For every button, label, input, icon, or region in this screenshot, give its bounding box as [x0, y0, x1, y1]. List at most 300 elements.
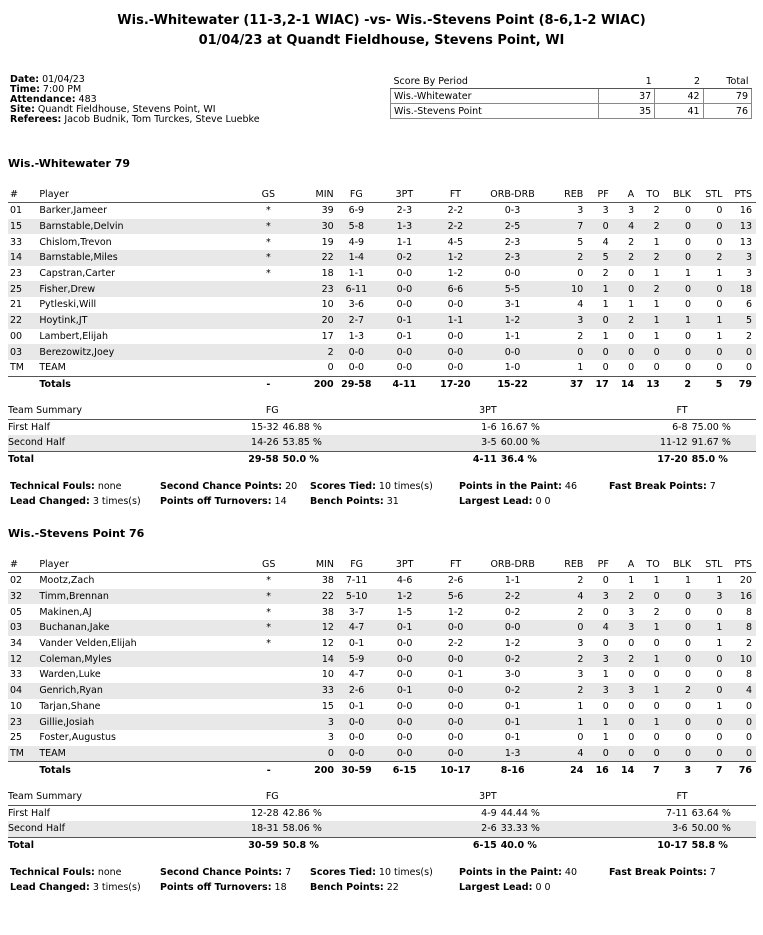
cell-ft: 1-2: [447, 268, 464, 280]
misc-largest-label: Largest Lead:: [459, 496, 533, 507]
cell-gs: [244, 313, 292, 329]
summary-fg-pct: 53.85 %: [279, 435, 409, 451]
cell-a: 0: [628, 330, 635, 342]
cell-stl: 0: [716, 205, 723, 217]
cell-num: 15: [8, 219, 39, 235]
cell-a: 3: [628, 606, 635, 618]
cell-stl: 1: [716, 268, 723, 280]
cell-pts: 16: [739, 205, 752, 217]
cell-fg: 1-4: [334, 250, 379, 266]
player-row: [8, 281, 756, 297]
cell-a: 0: [609, 281, 634, 297]
cell-blk: 0: [660, 589, 691, 605]
summary-3pt: 2-6: [408, 821, 496, 837]
total-to: 7: [634, 762, 659, 778]
cell-ft: 5-6: [430, 589, 481, 605]
cell-ft: 0-0: [430, 344, 481, 360]
cell-player: Timm,Brennan: [39, 589, 244, 605]
total-player: Totals: [39, 762, 244, 778]
cell-orb-drb: 1-1: [504, 330, 521, 342]
cell-reb: 3: [577, 205, 584, 217]
summary-3pt-pct: 33.33 %: [497, 821, 619, 837]
cell-num: 03: [8, 344, 39, 360]
cell-pf: 4: [583, 620, 608, 636]
cell-player: Fisher,Drew: [39, 281, 244, 297]
summary-row: [8, 435, 756, 451]
misc-pot-label: Points off Turnovers:: [160, 882, 272, 893]
cell-a: 0: [628, 362, 635, 374]
cell-orb-drb: 0-2: [481, 651, 544, 667]
cell-min: 38: [321, 606, 334, 618]
period-header-total: Total: [703, 74, 751, 89]
cell-num: 34: [10, 638, 23, 650]
cell-blk: 0: [660, 344, 691, 360]
cell-stl: 0: [691, 344, 722, 360]
cell-gs: [244, 329, 292, 345]
misc-second: [160, 867, 291, 878]
summary-spacer: [497, 403, 619, 419]
cell-pf: 1: [602, 732, 609, 744]
cell-blk: 0: [685, 638, 692, 650]
cell-ft: 0-0: [447, 330, 464, 342]
cell-player: Foster,Augustus: [39, 732, 116, 744]
summary-fg: 14-26: [137, 435, 279, 451]
period-header-label: Score By Period: [391, 74, 599, 89]
cell-a: 0: [609, 344, 634, 360]
summary-3pt-pct: 44.44 %: [500, 807, 540, 819]
cell-pf: 0: [602, 638, 609, 650]
cell-pf: 0: [602, 575, 609, 587]
cell-reb: 0: [577, 268, 584, 280]
total-3pt: 6-15: [379, 762, 430, 778]
cell-blk: 0: [660, 250, 691, 266]
cell-orb-drb: 3-1: [504, 299, 521, 311]
cell-pf: 3: [583, 683, 608, 699]
cell-min: 3: [293, 714, 334, 730]
cell-pf: 0: [583, 746, 608, 762]
player-row: [8, 344, 756, 360]
total-stl: 5: [691, 376, 722, 392]
cell-to: 1: [634, 313, 659, 329]
period-score-2: 41: [655, 104, 703, 119]
cell-blk: 0: [685, 299, 692, 311]
cell-to: 2: [653, 606, 660, 618]
cell-reb: 4: [544, 746, 583, 762]
cell-pts: 0: [722, 746, 756, 762]
period-score-total: 79: [703, 89, 751, 104]
cell-min: 30: [293, 219, 334, 235]
cell-min: 12: [321, 638, 334, 650]
cell-to: 1: [653, 575, 660, 587]
misc-largest-label: Largest Lead:: [459, 882, 533, 893]
cell-ft: 0-0: [430, 714, 481, 730]
total-a: 14: [609, 762, 634, 778]
player-row: [8, 297, 756, 313]
misc-tech: [10, 867, 122, 878]
period-team: Wis.-Whitewater: [391, 89, 599, 104]
total-num: [8, 762, 39, 778]
cell-gs: *: [244, 219, 292, 235]
summary-header-ft: FT: [619, 789, 688, 805]
summary-ft-pct: 50.00 %: [688, 821, 756, 837]
header-player: Player: [39, 186, 244, 203]
misc-paint-value: 40: [564, 867, 577, 878]
cell-a: 3: [609, 683, 634, 699]
total-fg: 30-59: [334, 762, 379, 778]
misc-lead-label: Lead Changed:: [10, 496, 90, 507]
cell-3pt: 1-2: [379, 589, 430, 605]
player-row: [8, 699, 756, 715]
totals-row: [8, 762, 756, 778]
summary-total-row: [8, 837, 756, 853]
cell-player: Vander Velden,Elijah: [39, 638, 137, 650]
header-fg: FG: [334, 186, 379, 203]
cell-to: 2: [634, 250, 659, 266]
summary-ft-pct: 91.67 %: [688, 435, 756, 451]
cell-fg: 0-1: [348, 638, 365, 650]
cell-fg: 4-9: [348, 236, 365, 248]
cell-to: 1: [653, 268, 660, 280]
cell-orb-drb: 1-0: [504, 362, 521, 374]
cell-num: 32: [8, 589, 39, 605]
header-orb-drb: ORB-DRB: [481, 556, 544, 573]
summary-total-half: Total: [8, 451, 137, 467]
summary-row: [8, 821, 756, 837]
player-row: [8, 604, 756, 620]
summary-spacer: [688, 789, 756, 805]
cell-blk: 0: [685, 700, 692, 712]
cell-3pt: 1-1: [396, 236, 413, 248]
cell-pts: 2: [745, 638, 752, 650]
misc-lead: [10, 496, 141, 507]
summary-half: Second Half: [8, 435, 137, 451]
summary-half: Second Half: [8, 821, 137, 837]
cell-player: Tarjan,Shane: [39, 700, 101, 712]
cell-reb: 7: [544, 219, 583, 235]
cell-player: Mootz,Zach: [39, 575, 95, 587]
summary-3pt-pct: 16.67 %: [500, 421, 540, 433]
cell-stl: 0: [691, 281, 722, 297]
cell-3pt: 0-0: [379, 651, 430, 667]
cell-num: 22: [8, 313, 39, 329]
cell-pts: 18: [722, 281, 756, 297]
cell-fg: 3-7: [348, 606, 365, 618]
cell-to: 2: [653, 205, 660, 217]
total-to: 13: [634, 376, 659, 392]
cell-pts: 4: [722, 683, 756, 699]
cell-player: Makinen,AJ: [39, 606, 92, 618]
summary-3pt-pct: 60.00 %: [497, 435, 619, 451]
period-team: Wis.-Stevens Point: [391, 104, 599, 119]
header-pf: PF: [583, 556, 608, 573]
total-fg: 29-58: [334, 376, 379, 392]
player-row: [8, 667, 756, 683]
cell-3pt: 0-0: [396, 299, 413, 311]
cell-gs: [244, 714, 292, 730]
cell-fg: 0-0: [334, 714, 379, 730]
header-gs: GS: [244, 556, 292, 573]
summary-3pt: 3-5: [408, 435, 496, 451]
cell-num: 25: [8, 281, 39, 297]
cell-ft: 4-5: [447, 236, 464, 248]
misc-paint-value: 46: [564, 481, 577, 492]
cell-fg: 5-10: [334, 589, 379, 605]
misc-fast-value: 7: [709, 481, 716, 492]
cell-pts: 2: [745, 330, 752, 342]
cell-a: 4: [609, 219, 634, 235]
header-ft: FT: [430, 556, 481, 573]
summary-fg: 15-32: [251, 421, 279, 433]
cell-pts: 10: [722, 651, 756, 667]
misc-lead-label: Lead Changed:: [10, 882, 90, 893]
cell-a: 2: [609, 589, 634, 605]
cell-pf: 0: [583, 344, 608, 360]
cell-blk: 0: [660, 714, 691, 730]
cell-reb: 4: [577, 299, 584, 311]
misc-bench-label: Bench Points:: [310, 882, 384, 893]
cell-ft: 1-2: [447, 606, 464, 618]
cell-player: Pytleski,Will: [39, 299, 97, 311]
cell-orb-drb: 1-2: [504, 638, 521, 650]
cell-to: 0: [653, 669, 660, 681]
cell-stl: 0: [691, 746, 722, 762]
player-row: [8, 313, 756, 329]
cell-pf: 3: [583, 589, 608, 605]
summary-ft: 7-11: [666, 807, 688, 819]
cell-player: Coleman,Myles: [39, 651, 244, 667]
cell-ft: 1-2: [430, 250, 481, 266]
cell-reb: 0: [544, 344, 583, 360]
cell-num: 21: [10, 299, 23, 311]
cell-orb-drb: 0-2: [481, 683, 544, 699]
cell-orb-drb: 1-1: [504, 575, 521, 587]
total-player: Totals: [39, 376, 244, 392]
cell-gs: [244, 699, 292, 715]
cell-orb-drb: 1-2: [481, 313, 544, 329]
total-num: [8, 376, 39, 392]
cell-3pt: 0-2: [379, 250, 430, 266]
cell-a: 0: [628, 638, 635, 650]
misc-tech: [10, 481, 122, 492]
total-ft: 17-20: [430, 376, 481, 392]
cell-3pt: 0-0: [396, 268, 413, 280]
cell-pf: 1: [583, 281, 608, 297]
misc-bench: [310, 882, 399, 893]
summary-fg: 18-31: [137, 821, 279, 837]
cell-min: 18: [321, 268, 334, 280]
summary-total-3pt: 6-15: [408, 837, 496, 853]
total-3pt: 4-11: [379, 376, 430, 392]
cell-min: 33: [293, 683, 334, 699]
cell-reb: 0: [544, 620, 583, 636]
cell-player: Capstran,Carter: [39, 268, 116, 280]
misc-largest-value: 0 0: [535, 496, 551, 507]
cell-stl: 0: [691, 651, 722, 667]
misc-paint-label: Points in the Paint:: [459, 867, 562, 878]
cell-min: 3: [327, 732, 334, 744]
cell-orb-drb: 0-1: [504, 732, 521, 744]
cell-blk: 1: [660, 313, 691, 329]
cell-ft: 2-6: [447, 575, 464, 587]
cell-ft: 0-1: [447, 669, 464, 681]
cell-to: 1: [653, 330, 660, 342]
cell-pf: 1: [602, 299, 609, 311]
cell-min: 19: [321, 236, 334, 248]
misc-paint-label: Points in the Paint:: [459, 481, 562, 492]
period-score-1: 37: [598, 89, 654, 104]
cell-ft: 0-0: [447, 732, 464, 744]
summary-header-row: [8, 789, 756, 805]
header-num: #: [8, 556, 39, 573]
summary-header-fg: FG: [137, 789, 279, 805]
header-fg: FG: [334, 556, 379, 573]
cell-to: 2: [634, 219, 659, 235]
time-value: 7:00 PM: [42, 84, 82, 95]
cell-player: Warden,Luke: [39, 669, 101, 681]
cell-to: 0: [653, 700, 660, 712]
cell-3pt: 0-1: [396, 330, 413, 342]
cell-blk: 0: [660, 620, 691, 636]
cell-3pt: 1-3: [379, 219, 430, 235]
total-orb-drb: 8-16: [481, 762, 544, 778]
cell-3pt: 0-0: [396, 669, 413, 681]
cell-fg: 5-9: [334, 651, 379, 667]
player-row: [8, 589, 756, 605]
cell-stl: 1: [716, 638, 723, 650]
cell-blk: 0: [685, 205, 692, 217]
cell-player: Barnstable,Miles: [39, 250, 244, 266]
cell-num: 04: [8, 683, 39, 699]
misc-tied: [310, 867, 433, 878]
cell-num: 12: [8, 651, 39, 667]
summary-total-3pt: 4-11: [408, 451, 496, 467]
cell-pf: 0: [602, 606, 609, 618]
cell-to: 0: [634, 344, 659, 360]
cell-gs: *: [244, 250, 292, 266]
cell-player: TEAM: [39, 746, 244, 762]
cell-fg: 3-6: [348, 299, 365, 311]
cell-orb-drb: 0-0: [481, 344, 544, 360]
cell-reb: 3: [544, 313, 583, 329]
misc-bench-value: 31: [386, 496, 399, 507]
cell-gs: *: [266, 606, 272, 618]
cell-blk: 0: [660, 746, 691, 762]
team-title-stevens-point: Wis.-Stevens Point 76: [8, 527, 145, 540]
cell-reb: 3: [577, 669, 584, 681]
misc-bench-label: Bench Points:: [310, 496, 384, 507]
cell-3pt: 1-5: [396, 606, 413, 618]
cell-min: 17: [321, 330, 334, 342]
summary-total-ft: 17-20: [619, 451, 688, 467]
cell-min: 22: [293, 589, 334, 605]
summary-total-row: [8, 451, 756, 467]
cell-pts: 5: [722, 313, 756, 329]
cell-stl: 1: [691, 620, 722, 636]
summary-ft-pct: 75.00 %: [691, 421, 731, 433]
misc-tech-value: none: [97, 867, 122, 878]
cell-a: 2: [609, 313, 634, 329]
cell-ft: 0-0: [430, 683, 481, 699]
cell-num: 01: [10, 205, 23, 217]
cell-pf: 2: [602, 268, 609, 280]
cell-min: 22: [293, 250, 334, 266]
cell-3pt: 0-0: [379, 746, 430, 762]
cell-stl: 1: [716, 575, 723, 587]
cell-pts: 3: [745, 268, 752, 280]
summary-total-ft: 10-17: [619, 837, 688, 853]
cell-player: Lambert,Elijah: [39, 330, 108, 342]
cell-orb-drb: 5-5: [481, 281, 544, 297]
misc-paint: [459, 867, 577, 878]
summary-header-ft: FT: [619, 403, 688, 419]
header-ft: FT: [430, 186, 481, 203]
misc-pot-label: Points off Turnovers:: [160, 496, 272, 507]
summary-header-3pt: 3PT: [408, 403, 496, 419]
cell-reb: 2: [577, 606, 584, 618]
misc-tied-label: Scores Tied:: [310, 867, 376, 878]
cell-fg: 6-11: [334, 281, 379, 297]
header-pts: PTS: [722, 556, 756, 573]
attendance-value: 483: [78, 94, 97, 105]
header-3pt: 3PT: [379, 186, 430, 203]
cell-fg: 7-11: [345, 575, 368, 587]
cell-stl: 0: [691, 683, 722, 699]
header-blk: BLK: [660, 186, 691, 203]
cell-to: 1: [634, 714, 659, 730]
cell-pf: 0: [602, 362, 609, 374]
cell-reb: 1: [544, 714, 583, 730]
cell-pts: 0: [745, 732, 752, 744]
date-label: Date:: [10, 74, 40, 85]
cell-min: 38: [321, 575, 334, 587]
totals-row: [8, 376, 756, 392]
cell-to: 0: [653, 638, 660, 650]
total-pts: 79: [722, 376, 756, 392]
cell-gs: [244, 651, 292, 667]
cell-fg: 4-7: [334, 620, 379, 636]
summary-half: First Half: [8, 421, 50, 433]
cell-player: Berezowitz,Joey: [39, 344, 244, 360]
header-min: MIN: [293, 556, 334, 573]
total-a: 14: [609, 376, 634, 392]
cell-pts: 13: [722, 219, 756, 235]
team-summary-whitewater: [8, 403, 756, 467]
summary-spacer: [688, 403, 756, 419]
cell-stl: 0: [716, 606, 723, 618]
misc-lead-value: 3 times(s): [92, 882, 141, 893]
cell-fg: 5-8: [334, 219, 379, 235]
cell-3pt: 0-0: [379, 281, 430, 297]
header-min: MIN: [293, 186, 334, 203]
cell-pts: 13: [739, 236, 752, 248]
cell-reb: 3: [577, 638, 584, 650]
summary-spacer: [279, 789, 409, 805]
cell-blk: 2: [660, 683, 691, 699]
summary-total-fg: 29-58: [137, 451, 279, 467]
header-stl: STL: [691, 186, 722, 203]
cell-a: 0: [628, 732, 635, 744]
header-gs: GS: [244, 186, 292, 203]
team-summary-stevens-point: [8, 789, 756, 853]
total-min: 200: [293, 762, 334, 778]
cell-pf: 1: [583, 714, 608, 730]
header-to: TO: [634, 186, 659, 203]
cell-stl: 0: [716, 299, 723, 311]
misc-bench: [310, 496, 399, 507]
site-value: Quandt Fieldhouse, Stevens Point, WI: [37, 104, 216, 115]
cell-gs: *: [265, 205, 271, 217]
cell-fg: 0-0: [348, 362, 365, 374]
